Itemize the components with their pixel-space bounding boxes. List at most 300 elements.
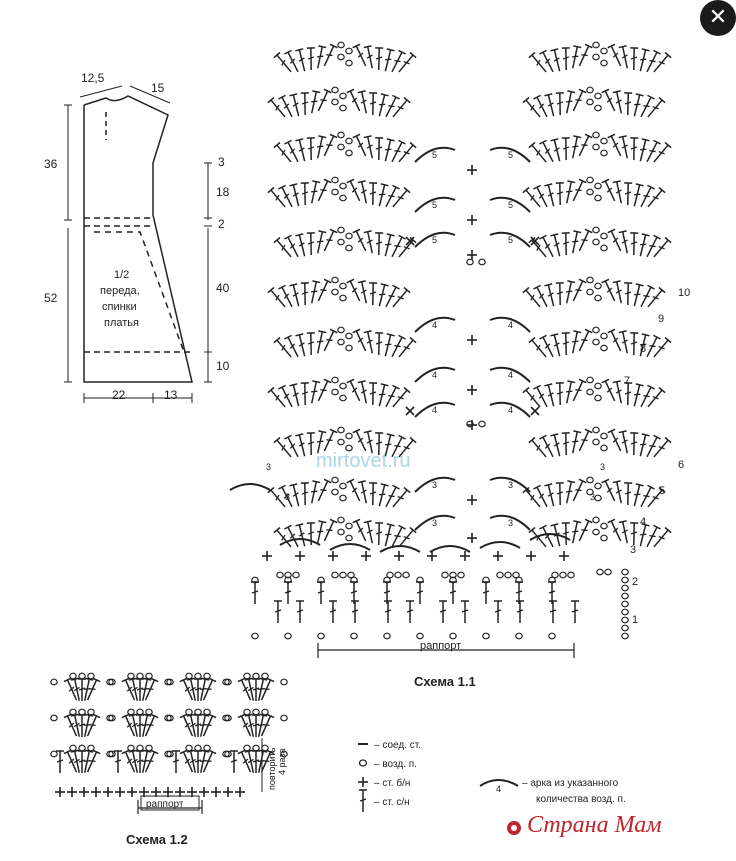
chain-stitch — [346, 523, 352, 529]
sc-stitch — [493, 551, 503, 561]
dim-neck: 15 — [151, 81, 165, 95]
schema-1-1-base-rows — [251, 551, 628, 639]
chain-stitch — [340, 395, 346, 401]
chain-stitch — [338, 517, 344, 523]
chain-stitch — [593, 239, 599, 245]
chain-stitch — [587, 99, 593, 105]
dc-stitch — [375, 333, 383, 355]
dc-stitch — [284, 582, 292, 604]
dim-shoulder: 12,5 — [81, 71, 105, 85]
chain-stitch — [593, 529, 599, 535]
dc-stitch — [369, 383, 377, 405]
dc-stitch — [608, 329, 625, 352]
chain-stitch — [340, 383, 346, 389]
dc-stitch — [295, 434, 308, 457]
repeat-note: 4 раза — [277, 748, 287, 775]
dc-stitch — [388, 335, 405, 358]
chain-stitch — [403, 572, 409, 578]
dc-stitch — [643, 435, 660, 458]
sc-stitch — [467, 495, 477, 505]
dc-stitch — [251, 582, 259, 604]
dc-stitch — [556, 483, 564, 505]
chain-stitch — [587, 389, 593, 395]
chain-stitch — [79, 673, 85, 679]
row-number: 8 — [640, 343, 647, 355]
arch-count: 4 — [432, 370, 438, 380]
sc-stitch — [361, 551, 371, 561]
dc-stitch — [651, 438, 671, 460]
dc-stitch — [347, 179, 364, 202]
dc-stitch — [533, 185, 550, 208]
close-button[interactable] — [700, 0, 736, 36]
watermark: mirtovet.ru — [316, 450, 411, 472]
chain-stitch — [186, 745, 192, 751]
dc-stitch — [637, 285, 654, 308]
arch-count: 4 — [432, 320, 438, 330]
dc-stitch — [651, 238, 671, 260]
dc-stitch — [307, 138, 315, 160]
dc-stitch — [375, 384, 388, 407]
dc-stitch — [602, 179, 619, 202]
dc-stitch — [375, 484, 388, 507]
chain-stitch — [128, 673, 134, 679]
chain-stitch — [51, 715, 57, 721]
dc-stitch — [562, 523, 570, 545]
sc-stitch — [328, 551, 338, 561]
chain-stitch — [601, 333, 607, 339]
chain-stitch — [450, 633, 456, 639]
repeat-note: повторить — [267, 747, 277, 790]
chain-stitch — [137, 709, 143, 715]
chain-stitch — [338, 439, 344, 445]
chain-stitch — [128, 745, 134, 751]
chain-stitch — [293, 572, 299, 578]
schema-1-1-fans — [268, 42, 671, 549]
dc-stitch — [556, 383, 564, 405]
dc-stitch — [449, 582, 457, 604]
dc-stitch — [630, 284, 643, 307]
chain-stitch — [346, 233, 352, 239]
legend — [358, 740, 626, 812]
dc-stitch — [347, 279, 364, 302]
chain-stitch — [186, 709, 192, 715]
chain-stitch — [384, 633, 390, 639]
dc-stitch — [624, 283, 632, 305]
dim-width-left: 22 — [112, 388, 126, 402]
dc-stitch — [284, 525, 301, 548]
chain-stitch — [595, 105, 601, 111]
chain-stitch — [587, 477, 593, 483]
dc-stitch — [550, 434, 563, 457]
chain-stitch — [204, 745, 210, 751]
dc-stitch — [562, 48, 570, 70]
dc-stitch — [274, 601, 282, 623]
chain-stitch — [593, 517, 599, 523]
dc-stitch — [636, 49, 649, 72]
arch-count: 3 — [508, 518, 514, 528]
chain-stitch — [346, 333, 352, 339]
chain-stitch — [338, 54, 344, 60]
chain-stitch — [595, 495, 601, 501]
dc-stitch — [295, 334, 308, 357]
chain-stitch — [195, 745, 201, 751]
chain-stitch — [51, 751, 57, 757]
dc-stitch — [637, 95, 654, 118]
dc-stitch — [301, 93, 309, 115]
chain-stitch — [338, 427, 344, 433]
dc-stitch — [278, 385, 295, 408]
chain-stitch — [346, 150, 352, 156]
chain-stitch — [338, 339, 344, 345]
dc-stitch — [406, 601, 414, 623]
dc-stitch — [645, 288, 665, 310]
dc-stitch — [608, 519, 625, 542]
row-number: 3 — [630, 544, 637, 556]
chain-arch — [230, 484, 270, 490]
dc-stitch — [608, 429, 625, 452]
dc-stitch — [645, 188, 665, 210]
dc-stitch — [301, 483, 309, 505]
sc-stitch — [103, 787, 113, 797]
sc-stitch — [67, 787, 77, 797]
chain-stitch — [346, 48, 352, 54]
sc-stitch — [467, 385, 477, 395]
chain-stitch — [332, 572, 338, 578]
chain-stitch — [204, 709, 210, 715]
dc-stitch — [295, 234, 308, 257]
chain-stitch — [346, 245, 352, 251]
sc-stitch — [467, 335, 477, 345]
dc-stitch — [307, 48, 315, 70]
dc-stitch — [289, 284, 302, 307]
chain-stitch — [601, 345, 607, 351]
sc-stitch — [467, 250, 477, 260]
chain-stitch — [601, 233, 607, 239]
chain-stitch — [497, 572, 503, 578]
dc-stitch — [539, 140, 556, 163]
dc-stitch — [295, 49, 308, 72]
dc-stitch — [608, 134, 625, 157]
chain-stitch — [593, 54, 599, 60]
dc-stitch — [390, 288, 410, 310]
dc-stitch — [284, 335, 301, 358]
dc-stitch — [396, 338, 416, 360]
chain-stitch — [340, 195, 346, 201]
dc-stitch — [624, 93, 632, 115]
chain-stitch — [186, 673, 192, 679]
arch-count: 4 — [508, 405, 514, 415]
arch-count: 3 — [508, 480, 514, 490]
chain-stitch — [513, 572, 519, 578]
dc-stitch — [549, 601, 557, 623]
arch-count: 5 — [432, 235, 438, 245]
sc-stitch — [467, 165, 477, 175]
chain-stitch — [51, 679, 57, 685]
dc-stitch — [550, 234, 563, 257]
dc-stitch — [533, 95, 550, 118]
chain-stitch — [332, 289, 338, 295]
row-number: 10 — [678, 287, 691, 299]
dim-armhole: 3 — [218, 155, 225, 169]
dc-stitch — [539, 335, 556, 358]
chain-stitch — [338, 529, 344, 535]
chain-stitch — [88, 673, 94, 679]
chain-stitch — [593, 339, 599, 345]
dc-stitch — [533, 385, 550, 408]
chain-stitch — [622, 585, 628, 591]
chain-stitch — [338, 132, 344, 138]
dc-stitch — [388, 140, 405, 163]
chain-stitch — [479, 421, 485, 427]
dc-stitch — [353, 229, 370, 252]
chain-stitch — [467, 259, 473, 265]
dc-stitch — [295, 139, 308, 162]
chain-stitch — [244, 745, 250, 751]
chain-stitch — [595, 383, 601, 389]
dc-stitch — [550, 139, 563, 162]
dc-stitch — [301, 283, 309, 305]
chain-stitch — [601, 523, 607, 529]
dc-stitch — [608, 44, 625, 67]
chain-stitch — [262, 709, 268, 715]
dc-stitch — [369, 483, 377, 505]
chain-stitch — [88, 745, 94, 751]
dc-stitch — [353, 329, 370, 352]
schema-1-2-title: Схема 1.2 — [126, 832, 188, 847]
chain-arch — [480, 542, 520, 548]
chain-stitch — [387, 572, 393, 578]
piece-label-line: спинки — [102, 301, 137, 313]
dc-stitch — [630, 48, 638, 70]
dc-stitch — [382, 185, 399, 208]
sc-stitch — [262, 551, 272, 561]
dc-stitch — [544, 184, 557, 207]
dim-width-right: 13 — [164, 388, 178, 402]
sc-stitch — [223, 787, 233, 797]
chain-stitch — [593, 227, 599, 233]
chain-stitch — [395, 572, 401, 578]
dc-stitch — [416, 582, 424, 604]
legend-slip-stitch: – соед. ст. — [374, 740, 421, 751]
chain-stitch — [587, 87, 593, 93]
dc-stitch — [353, 44, 370, 67]
dc-stitch — [375, 233, 383, 255]
chain-stitch — [622, 577, 628, 583]
arch-count: 5 — [508, 235, 514, 245]
chain-stitch — [593, 42, 599, 48]
chain-stitch — [549, 633, 555, 639]
brand-name: Страна Мам — [527, 812, 662, 838]
chain-stitch — [340, 483, 346, 489]
dc-stitch — [296, 601, 304, 623]
arch-count: 3 — [432, 480, 438, 490]
dc-stitch — [636, 139, 649, 162]
dc-stitch — [637, 485, 654, 508]
chain-stitch — [595, 295, 601, 301]
dc-stitch — [390, 188, 410, 210]
chain-stitch — [338, 239, 344, 245]
chain-stitch — [332, 377, 338, 383]
dc-stitch — [396, 143, 416, 165]
chain-stitch — [505, 572, 511, 578]
dc-stitch — [544, 94, 557, 117]
chain-stitch — [601, 138, 607, 144]
dc-stitch — [396, 53, 416, 75]
dc-stitch — [375, 284, 388, 307]
dc-stitch — [284, 50, 301, 73]
dim-bodice: 18 — [216, 185, 230, 199]
dc-stitch — [284, 235, 301, 258]
dc-stitch — [630, 384, 643, 407]
dc-stitch — [329, 601, 337, 623]
dc-stitch — [562, 233, 570, 255]
chain-arch — [380, 546, 420, 552]
dim-hem: 10 — [216, 359, 230, 373]
arch-count: 5 — [432, 200, 438, 210]
dc-stitch — [630, 523, 638, 545]
chain-stitch — [332, 277, 338, 283]
chain-stitch — [597, 569, 603, 575]
dc-stitch — [289, 184, 302, 207]
close-icon: ✕ — [708, 5, 728, 30]
dc-stitch — [544, 484, 557, 507]
chain-stitch — [346, 433, 352, 439]
chain-stitch — [70, 745, 76, 751]
piece-label-line: платья — [104, 317, 139, 329]
chain-stitch — [244, 673, 250, 679]
chain-stitch — [595, 183, 601, 189]
sc-stitch — [394, 551, 404, 561]
dc-stitch — [289, 94, 302, 117]
sc-stitch — [467, 533, 477, 543]
row-number: 9 — [658, 313, 665, 325]
chain-stitch — [340, 105, 346, 111]
chain-stitch — [137, 745, 143, 751]
chain-stitch — [595, 283, 601, 289]
dc-stitch — [381, 524, 394, 547]
chain-stitch — [346, 60, 352, 66]
dc-stitch — [562, 433, 570, 455]
chain-stitch — [601, 245, 607, 251]
dc-stitch — [295, 524, 308, 547]
dc-stitch — [351, 601, 359, 623]
dc-stitch — [645, 388, 665, 410]
chain-stitch — [593, 327, 599, 333]
chain-stitch — [601, 60, 607, 66]
chain-stitch — [338, 42, 344, 48]
chain-stitch — [348, 572, 354, 578]
arch-count: 5 — [508, 150, 514, 160]
chain-stitch — [253, 673, 259, 679]
sc-stitch — [211, 787, 221, 797]
chain-stitch — [622, 601, 628, 607]
chain-stitch — [593, 427, 599, 433]
dc-stitch — [539, 50, 556, 73]
chain-stitch — [595, 93, 601, 99]
chain-stitch — [332, 177, 338, 183]
dc-stitch — [353, 134, 370, 157]
dc-stitch — [636, 234, 649, 257]
chain-stitch — [346, 345, 352, 351]
sc-stitch — [127, 787, 137, 797]
brand-logo-icon — [506, 820, 522, 836]
arch-count: 4 — [432, 405, 438, 415]
dc-stitch — [643, 140, 660, 163]
arch-count: 5 — [508, 200, 514, 210]
double-crochet-symbol — [359, 790, 367, 812]
dc-stitch — [301, 383, 309, 405]
dc-stitch — [539, 435, 556, 458]
dc-stitch — [388, 50, 405, 73]
chain-stitch — [252, 633, 258, 639]
dc-stitch — [278, 95, 295, 118]
dc-stitch — [384, 601, 392, 623]
chain-stitch — [244, 709, 250, 715]
arch-count: 3 — [432, 518, 438, 528]
dc-stitch — [539, 525, 556, 548]
chain-stitch — [332, 189, 338, 195]
sc-stitch — [559, 551, 569, 561]
chain-stitch — [137, 673, 143, 679]
legend-arch-line: количества возд. п. — [536, 794, 626, 805]
chain-stitch — [568, 572, 574, 578]
chain-stitch — [204, 673, 210, 679]
sc-stitch — [295, 551, 305, 561]
dc-stitch — [544, 284, 557, 307]
chain-stitch — [351, 633, 357, 639]
chain-stitch — [605, 569, 611, 575]
dc-stitch — [643, 235, 660, 258]
dc-stitch — [651, 338, 671, 360]
dc-stitch — [602, 379, 619, 402]
chain-stitch — [479, 259, 485, 265]
dc-stitch — [544, 384, 557, 407]
dc-stitch — [645, 98, 665, 120]
dc-stitch — [381, 49, 394, 72]
dim-waist: 2 — [218, 217, 225, 231]
chain-stitch — [552, 572, 558, 578]
dc-stitch — [347, 379, 364, 402]
dc-stitch — [651, 528, 671, 550]
chain-stitch — [595, 483, 601, 489]
row-number: 6 — [678, 459, 685, 471]
schema-1-1-title: Схема 1.1 — [414, 674, 476, 689]
dc-stitch — [516, 601, 524, 623]
dc-stitch — [284, 435, 301, 458]
dc-stitch — [439, 601, 447, 623]
chain-stitch — [146, 709, 152, 715]
dc-stitch — [562, 333, 570, 355]
dc-stitch — [382, 285, 399, 308]
arch-count: 3 — [266, 462, 272, 472]
dc-stitch — [630, 433, 638, 455]
chain-stitch — [346, 138, 352, 144]
dc-stitch — [369, 283, 377, 305]
arch-count: 5 — [432, 150, 438, 160]
chain-stitch — [601, 48, 607, 54]
dc-stitch — [630, 138, 638, 160]
dc-stitch — [637, 185, 654, 208]
dim-skirt: 40 — [216, 281, 230, 295]
chain-stitch — [601, 433, 607, 439]
dc-stitch — [390, 98, 410, 120]
dc-stitch — [375, 138, 383, 160]
dc-stitch — [630, 233, 638, 255]
chain-stitch — [593, 132, 599, 138]
arch-count: 3 — [285, 492, 291, 502]
chain-stitch — [593, 144, 599, 150]
dc-stitch — [461, 601, 469, 623]
